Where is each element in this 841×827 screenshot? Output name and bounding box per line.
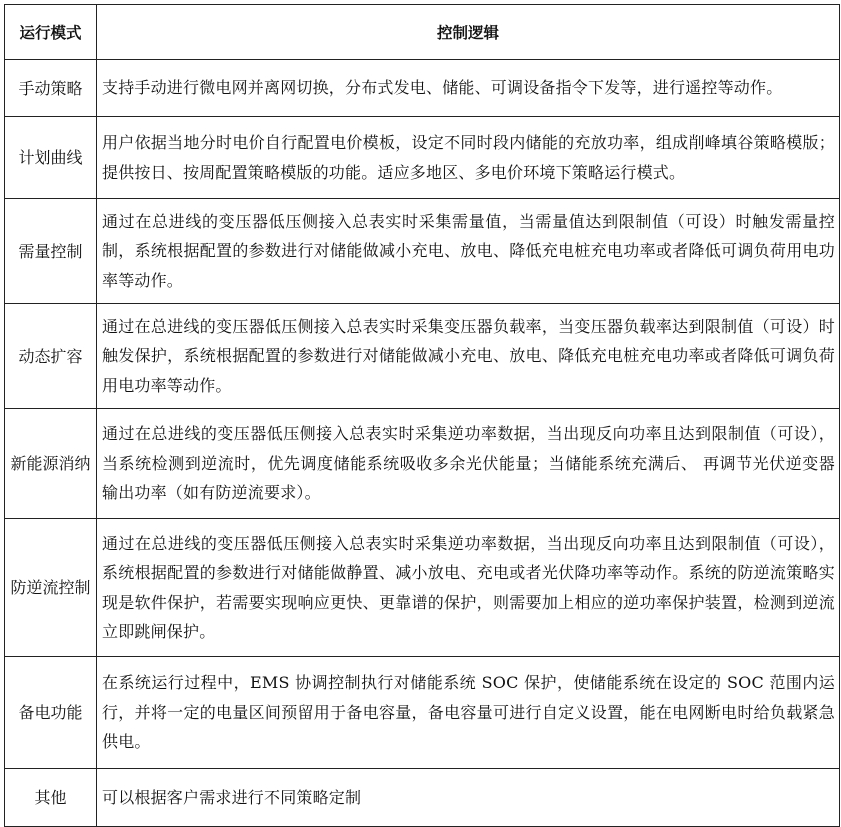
logic-cell: 通过在总进线的变压器低压侧接入总表实时采集逆功率数据，当出现反向功率且达到限制值（可设），当系统检测到逆流时，优先调度储能系统吸收多余光伏能量；当储能系统充满后、 再调节光伏逆变器输出功率（如有防逆流要求）。 [97,409,840,519]
mode-cell: 动态扩容 [5,304,97,409]
logic-cell: 通过在总进线的变压器低压侧接入总表实时采集变压器负载率，当变压器负载率达到限制值（可设）时触发保护，系统根据配置的参数进行对储能做减小充电、放电、降低充电桩充电功率或者降低可调负荷用电功率等动作。 [97,304,840,409]
mode-cell: 计划曲线 [5,117,97,199]
table-row [5,657,840,769]
logic-cell: 通过在总进线的变压器低压侧接入总表实时采集逆功率数据，当出现反向功率且达到限制值（可设），系统根据配置的参数进行对储能做静置、减小放电、充电或者光伏降功率等动作。系统的防逆流策略实现是软件保护，若需要实现响应更快、更靠谱的保护，则需要加上相应的逆功率保护装置，检测到逆流立即跳闸保护。 [97,519,840,657]
table-row [5,409,840,519]
logic-cell: 可以根据客户需求进行不同策略定制 [97,769,840,827]
header-logic: 控制逻辑 [97,5,840,60]
table-row [5,519,840,657]
table-row [5,60,840,117]
header-row [5,5,840,60]
logic-cell: 通过在总进线的变压器低压侧接入总表实时采集需量值，当需量值达到限制值（可设）时触发需量控制，系统根据配置的参数进行对储能做减小充电、放电、降低充电桩充电功率或者降低可调负荷用电功率等动作。 [97,199,840,304]
mode-cell: 备电功能 [5,657,97,769]
mode-cell: 其他 [5,769,97,827]
mode-cell: 防逆流控制 [5,519,97,657]
control-strategy-table [4,4,840,827]
mode-cell: 需量控制 [5,199,97,304]
table-row [5,117,840,199]
logic-cell: 用户依据当地分时电价自行配置电价模板，设定不同时段内储能的充放功率，组成削峰填谷策略模版；提供按日、按周配置策略模版的功能。适应多地区、多电价环境下策略运行模式。 [97,117,840,199]
logic-cell: 支持手动进行微电网并离网切换，分布式发电、储能、可调设备指令下发等，进行遥控等动作。 [97,60,840,117]
table-row [5,769,840,827]
header-mode: 运行模式 [5,5,97,60]
logic-cell: 在系统运行过程中，EMS 协调控制执行对储能系统 SOC 保护，使储能系统在设定的 SOC 范围内运行，并将一定的电量区间预留用于备电容量，备电容量可进行自定义设置，能在电网断电时给负载紧急供电。 [97,657,840,769]
control-strategy-table-container [4,4,840,827]
table-row [5,304,840,409]
table-row [5,199,840,304]
mode-cell: 新能源消纳 [5,409,97,519]
mode-cell: 手动策略 [5,60,97,117]
